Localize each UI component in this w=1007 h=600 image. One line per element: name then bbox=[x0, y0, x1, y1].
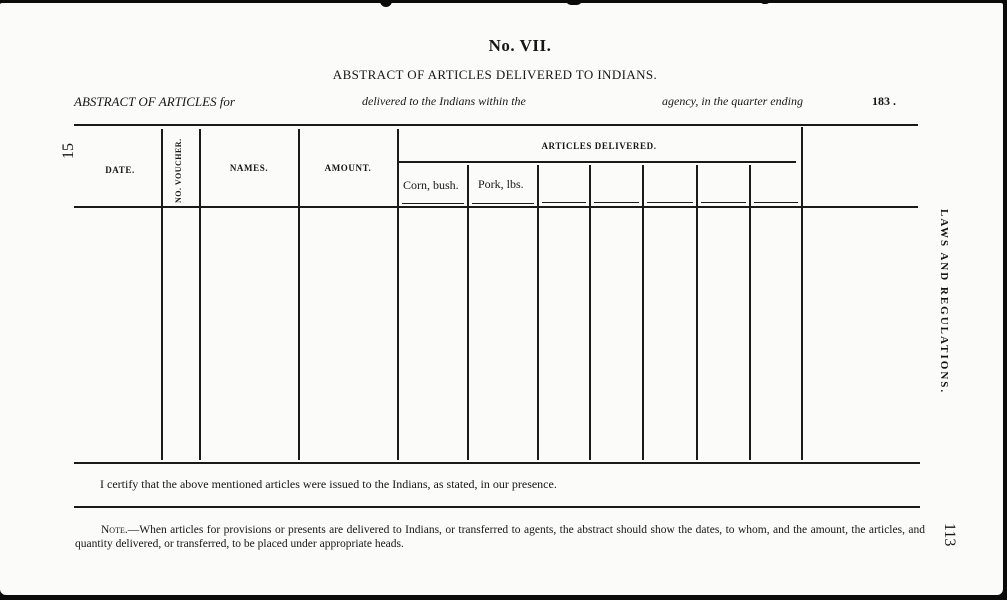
header-year: 183 . bbox=[872, 94, 896, 108]
subheader-rule bbox=[754, 202, 798, 203]
column-header-names: NAMES. bbox=[229, 163, 269, 173]
table-bottom-rule bbox=[74, 462, 920, 464]
running-head: LAWS AND REGULATIONS. bbox=[938, 209, 950, 395]
note-text: —When articles for provisions or presents are delivered to Indians, or transferred to agents, the abstract should show the dates, to whom, and the amount, the articles, and quantity delivered, or transferred, to be placed under appropriate heads. bbox=[75, 524, 925, 550]
scan-artifact bbox=[566, 0, 582, 5]
document-page bbox=[0, 3, 1003, 595]
certification-statement: I certify that the above mentioned articles were issued to the Indians, as stated, in our presence. bbox=[100, 477, 557, 491]
header-bottom-rule bbox=[74, 206, 918, 208]
right-page-number: 113 bbox=[941, 523, 958, 547]
column-divider bbox=[467, 165, 469, 460]
subheader-rule bbox=[594, 202, 639, 203]
header-delivered-within: delivered to the Indians within the bbox=[362, 94, 526, 108]
column-header-voucher: NO. VOUCHER. bbox=[174, 138, 183, 203]
column-divider bbox=[397, 129, 399, 460]
articles-delivered-heading: ARTICLES DELIVERED. bbox=[541, 141, 657, 151]
column-divider bbox=[589, 165, 591, 460]
subheader-rule bbox=[647, 202, 693, 203]
note-label: Note. bbox=[101, 524, 128, 536]
footnote bbox=[75, 523, 925, 551]
certification-rule bbox=[74, 506, 920, 508]
form-title: ABSTRACT OF ARTICLES DELIVERED TO INDIANS. bbox=[332, 67, 658, 82]
column-divider bbox=[537, 165, 539, 460]
column-divider bbox=[696, 165, 698, 460]
column-divider bbox=[298, 129, 300, 460]
header-abstract-for: ABSTRACT OF ARTICLES for bbox=[74, 94, 235, 109]
articles-group-rule bbox=[398, 161, 796, 163]
column-header-corn: Corn, bush. bbox=[403, 178, 459, 192]
left-page-number: 15 bbox=[60, 143, 77, 159]
form-number: No. VII. bbox=[488, 36, 552, 55]
subheader-rule bbox=[701, 202, 746, 203]
subheader-rule bbox=[542, 202, 586, 203]
subheader-rule bbox=[472, 203, 534, 204]
column-header-date: DATE. bbox=[105, 165, 135, 175]
column-header-pork: Pork, lbs. bbox=[478, 177, 524, 191]
column-divider bbox=[161, 129, 163, 460]
column-divider bbox=[199, 129, 201, 460]
subheader-rule bbox=[402, 203, 464, 204]
column-header-amount: AMOUNT. bbox=[324, 163, 372, 173]
table-top-rule bbox=[74, 124, 918, 126]
header-agency-quarter: agency, in the quarter ending bbox=[662, 94, 803, 108]
column-divider bbox=[749, 165, 751, 460]
column-divider bbox=[801, 127, 803, 460]
column-divider bbox=[642, 165, 644, 460]
